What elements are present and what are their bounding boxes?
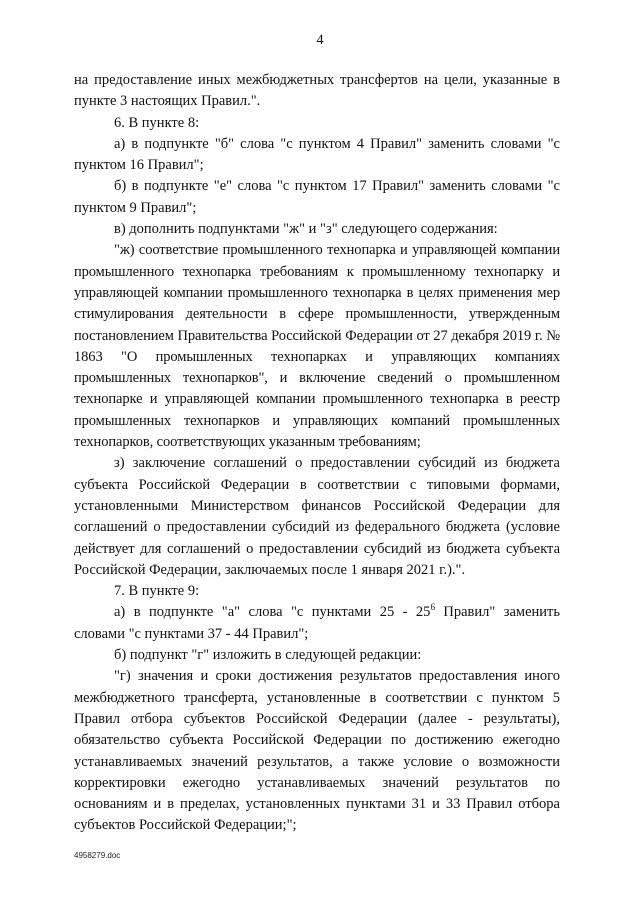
superscript: 6 xyxy=(430,602,435,613)
paragraph-subitem-b: б) в подпункте "е" слова "с пунктом 17 Правил" заменить словами "с пунктом 9 Правил"; xyxy=(74,178,560,216)
paragraph-subitem-a: а) в подпункте "б" слова "с пунктом 4 Правил" заменить словами "с пунктом 16 Правил"; xyxy=(74,135,560,174)
paragraph-item-6: 6. В пункте 8: xyxy=(114,114,200,131)
paragraph-subitem-z: з) заключение соглашений о предоставлении субсидий из бюджета субъекта Российской Федерации в соответствии с типовыми формами, установленными Министерством финансов Российской Федерации для соглашений о предоставлении субсидий из федерального бюджета (условие действует для соглашений о предоставлении субсидий из бюджета субъекта Российской Федерации, заключаемых после 1 января 2021 г.).". xyxy=(74,455,560,578)
paragraph-subitem-g: "г) значения и сроки достижения результатов предоставления иного межбюджетного трансферта, установленные в соответствии с пунктом 5 Правил отбора субъектов Российской Федерации (далее - результаты), обязательство субъекта Российской Федерации по достижению ежегодно устанавливаемых значений результатов, а также условие о возможности корректировки ежегодно устанавливаемых значений результатов по основаниям и в пределах, установленных пунктами 31 и 33 Правил отбора субъектов Российской Федерации;"; xyxy=(74,668,560,834)
paragraph-subitem-a-item-7 xyxy=(74,602,560,645)
text-segment: а) в подпункте "а" слова "с пунктами 25 - 25 xyxy=(114,604,431,621)
paragraph-subitem-v: в) дополнить подпунктами "ж" и "з" следующего содержания: xyxy=(114,221,498,238)
paragraph-continuation: на предоставление иных межбюджетных трансфертов на цели, указанные в пункте 3 настоящих Правил.". xyxy=(74,72,560,110)
file-name-footer: 4958279.doc xyxy=(74,851,121,860)
document-body xyxy=(74,70,560,837)
paragraph-subitem-b-item-7: б) подпункт "г" изложить в следующей редакции: xyxy=(114,647,422,664)
page-number: 4 xyxy=(316,32,324,48)
text-segment: Правил" заменить словами "с пунктами 37 - 44 Правил"; xyxy=(74,604,560,642)
paragraph-subitem-zh: "ж) соответствие промышленного технопарка и управляющей компании промышленного технопарка требованиям к промышленному технопарку и управляющей компании промышленного технопарка в целях применения мер стимулирования деятельности в сфере промышленности, утвержденным постановлением Правительства Российской Федерации от 27 декабря 2019 г. № 1863 "О промышленных технопарках и управляющих компаниях промышленных технопарков", и включение сведений о промышленном технопарке и управляющей компании промышленного технопарка в реестр промышленных технопарков и управляющих компаний промышленных технопарков, соответствующих указанным требованиям; xyxy=(74,242,560,451)
paragraph-item-7: 7. В пункте 9: xyxy=(114,583,200,600)
